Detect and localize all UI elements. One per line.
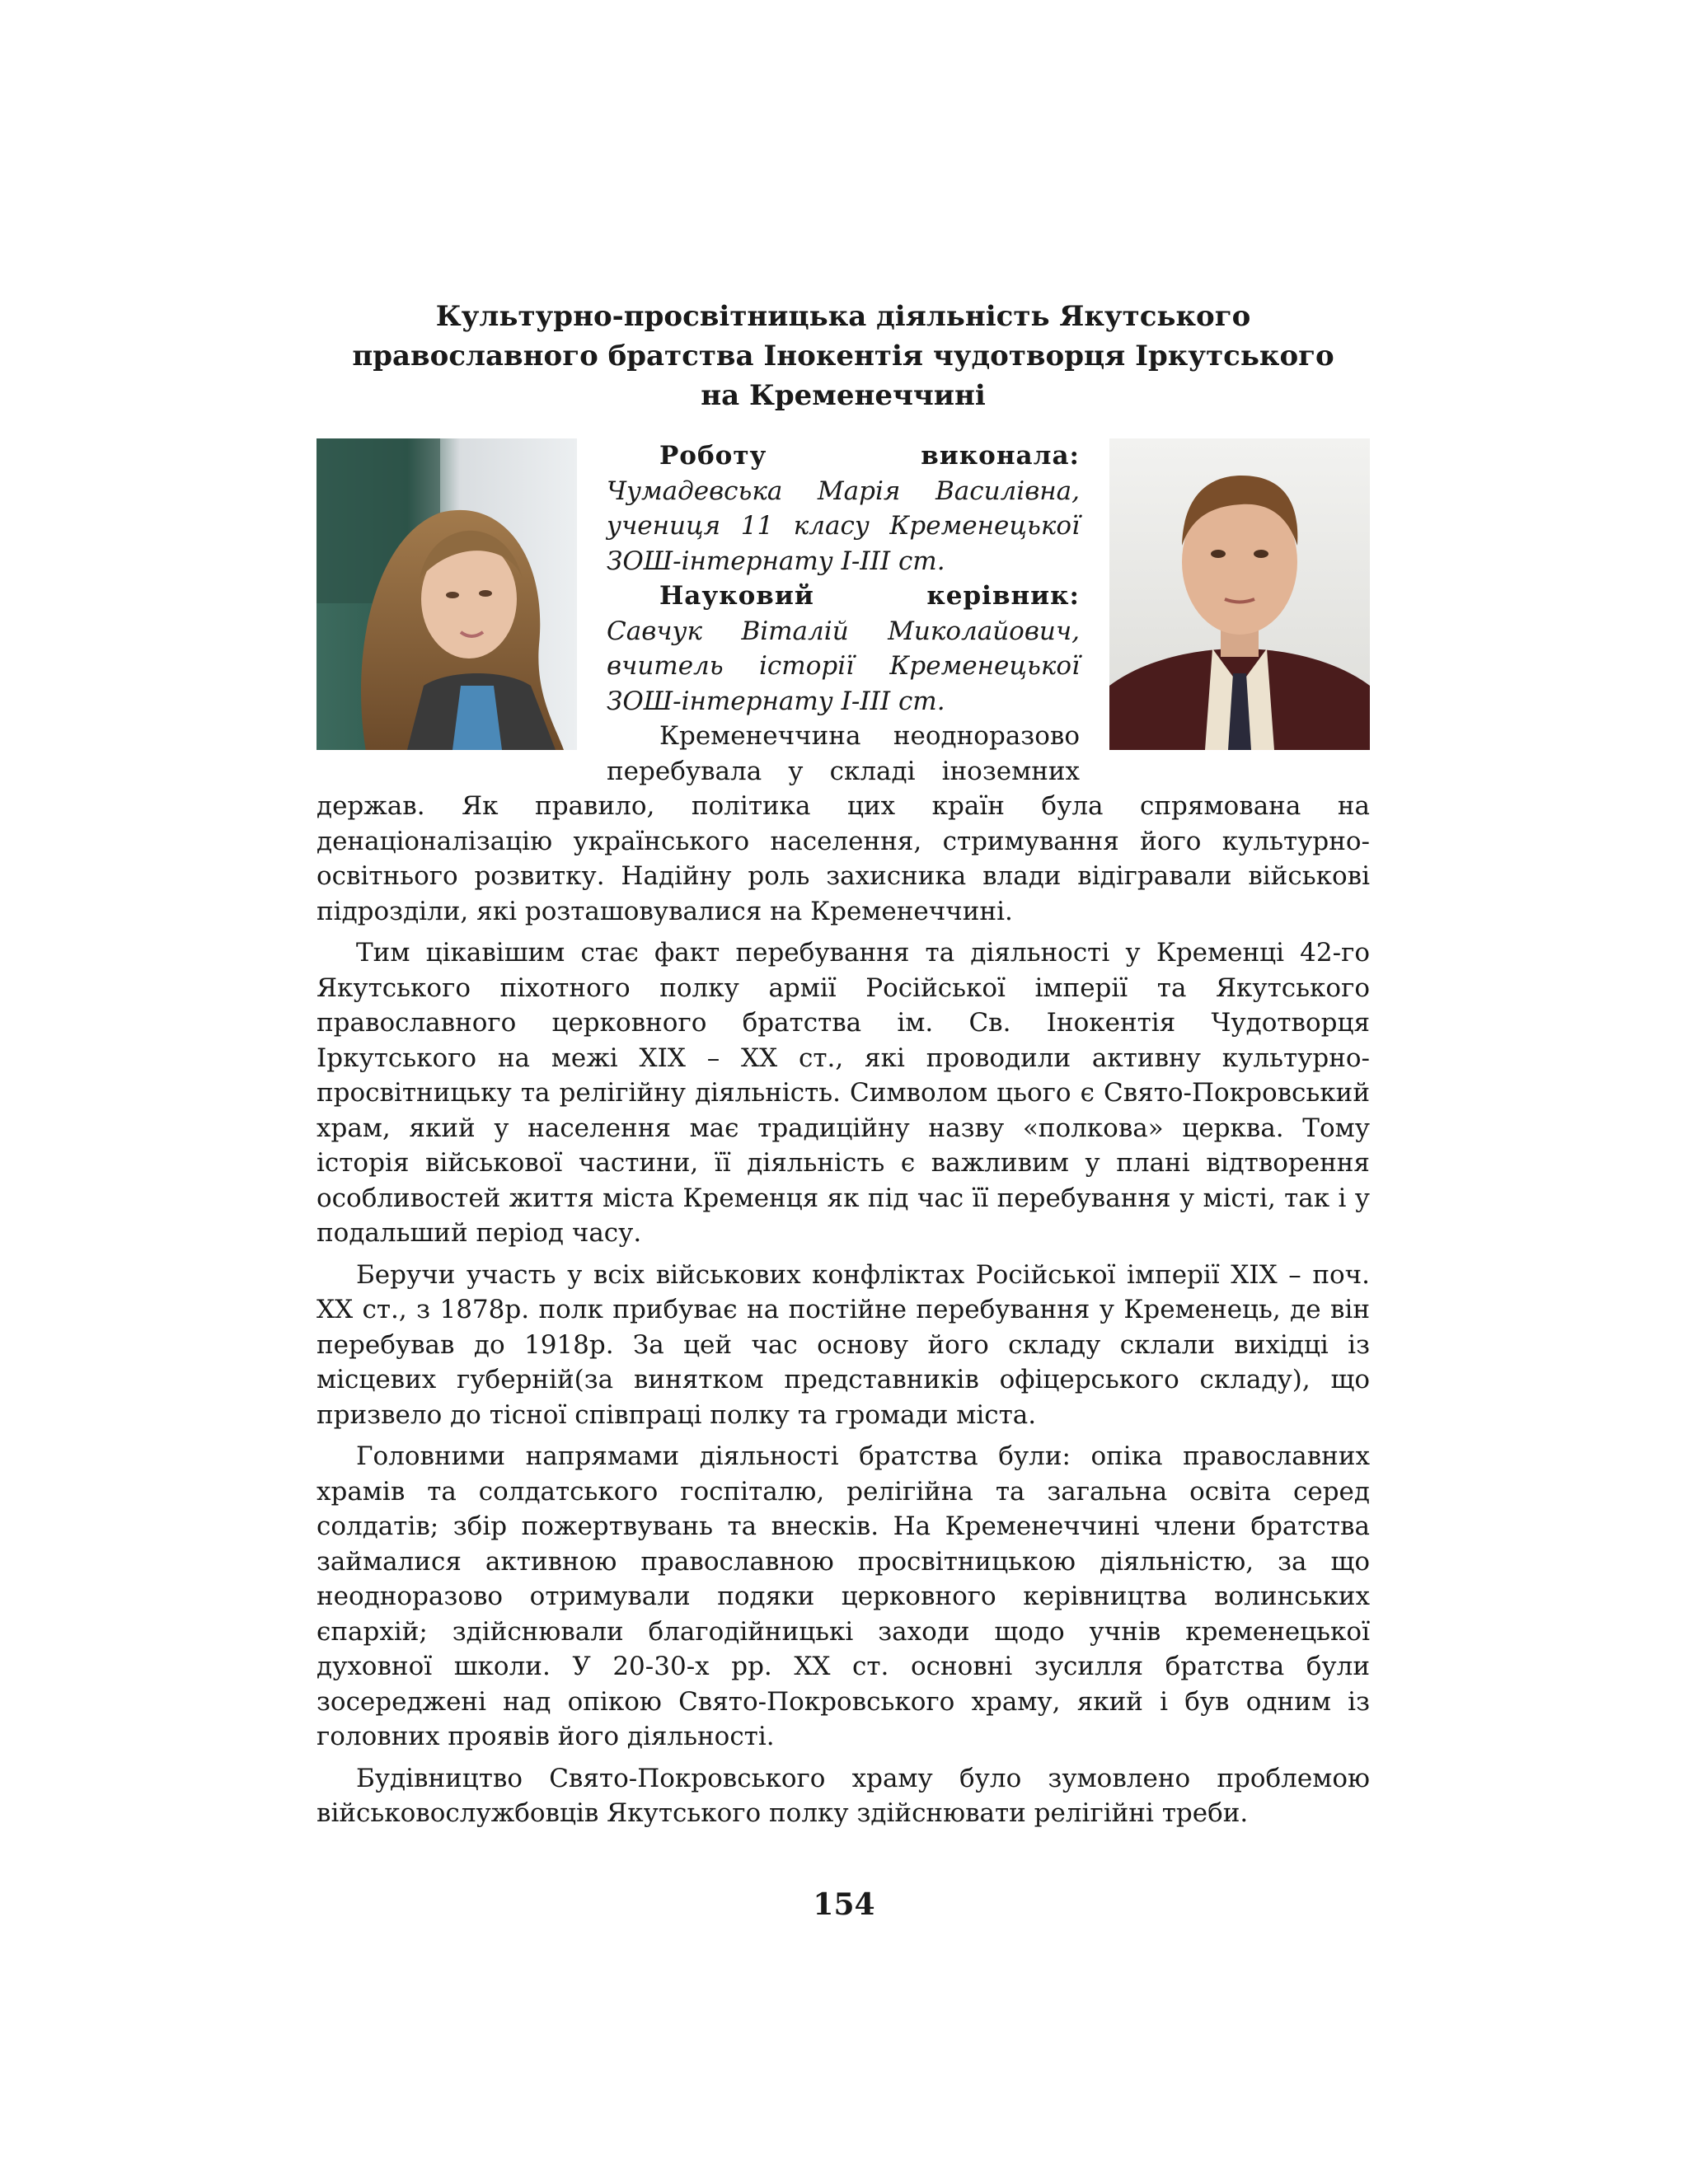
title-line-3: на Кременеччині [701, 379, 986, 412]
author-label: Роботу виконала: [659, 441, 1080, 471]
title-line-2: православного братства Інокентія чудотворця Іркутського [352, 340, 1334, 373]
paragraph-5: Будівництво Свято-Покровського храму було зумовлено проблемою військовослужбовців Якутського полку здійснювати релігійні треби. [316, 1763, 1370, 1828]
supervisor-label: Науковий керівник: [659, 581, 1080, 611]
supervisor-portrait-image [1109, 438, 1370, 750]
author-text: Чумадевська Марія Василівна, учениця 11 класу Кременецької ЗОШ-інтернату І-ІІІ ст. [607, 476, 1080, 576]
paragraph-1: Кременеччина неодноразово перебувала у складі іноземних держав. Як правило, політика цих країн була спрямована на денаціоналізацію українського населення, стримування його культурно-освітнього розвитку. Надійну роль захисника влади відігравали військові підрозділи, які розташовувалися на Кременеччині. [316, 721, 1370, 926]
intro-block [316, 438, 1370, 1831]
author-portrait-image [316, 438, 577, 750]
author-photo [316, 438, 577, 750]
page-number: 154 [813, 1887, 875, 1922]
supervisor-photo [1109, 438, 1370, 750]
paragraph-3: Беручи участь у всіх військових конфліктах Російської імперії XIX – поч. XX ст., з 1878р. полк прибуває на постійне перебування у Кременець, де він перебував до 1918р. За цей час основу його складу склали вихідці із місцевих губерній(за винятком представників офіцерського складу), що призвело до тісної співпраці полку та громади міста. [316, 1259, 1370, 1430]
title-line-1: Культурно-просвітницька діяльність Якутського [435, 300, 1251, 333]
article-title [316, 297, 1370, 415]
supervisor-text: Савчук Віталій Миколайович, вчитель історії Кременецької ЗОШ-інтернату І-ІІІ ст. [607, 616, 1080, 716]
paragraph-4: Головними напрямами діяльності братства були: опіка православних храмів та солдатського госпіталю, релігійна та загальна освіта серед солдатів; збір пожертвувань та внесків. На Кременеччині члени братства займалися активною православною просвітницькою діяльністю, за що неодноразово отримували подяки церковного керівництва волинських єпархій; здійснювали благодійницькі заходи щодо учнів кременецької духовної школи. У 20-30-х рр. XX ст. основні зусилля братства були зосереджені над опікою Свято-Покровського храму, який і був одним із головних проявів його діяльності. [316, 1441, 1370, 1751]
article [316, 297, 1370, 1838]
paragraph-2: Тим цікавішим стає факт перебування та діяльності у Кременці 42-го Якутського піхотного полку армії Російської імперії та Якутського православного церковного братства ім. Св. Інокентія Чудотворця Іркутського на межі XIX – XX ст., які проводили активну культурно-просвітницьку та релігійну діяльність. Символом цього є Свято-Покровський храм, який у населення має традиційну назву «полкова» церква. Тому історія військової частини, її діяльність є важливим у плані відтворення особливостей життя міста Кременця як під час її перебування у місті, так і у подальший період часу. [316, 938, 1370, 1248]
article-body [316, 719, 1370, 1831]
